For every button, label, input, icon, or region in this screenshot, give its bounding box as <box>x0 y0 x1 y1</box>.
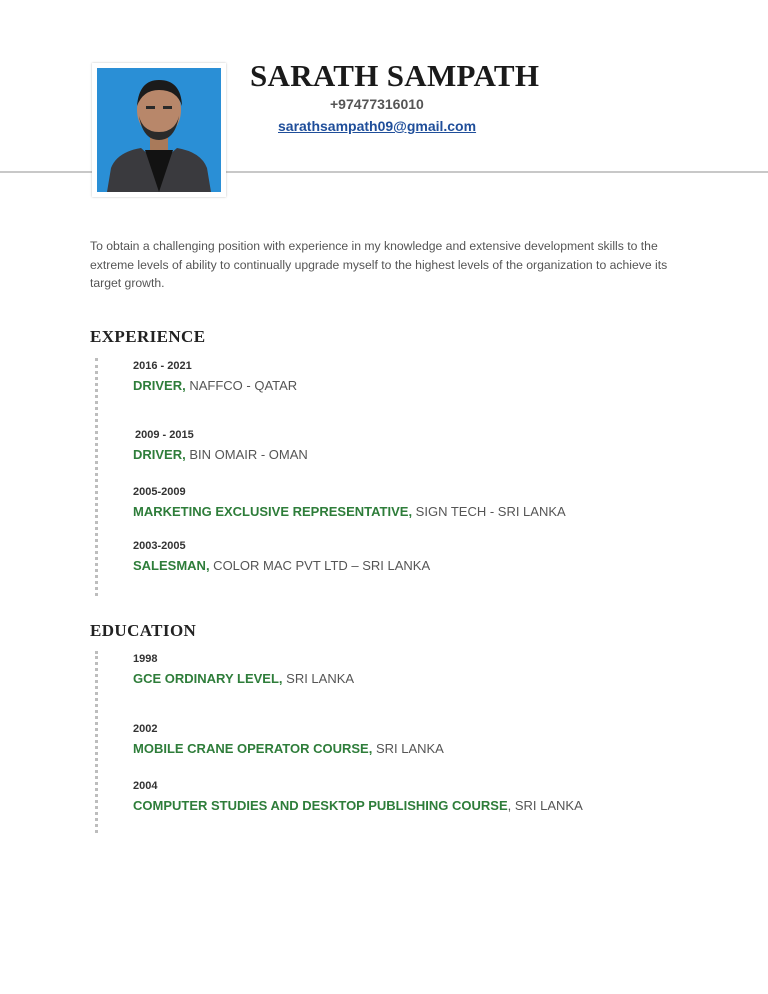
entry-line <box>133 671 354 686</box>
entry-date: 2005-2009 <box>133 486 186 498</box>
education-heading: EDUCATION <box>90 621 197 640</box>
entry-line <box>133 741 444 756</box>
entry-organization: , SRI LANKA <box>507 798 583 813</box>
profile-photo <box>92 63 226 197</box>
experience-entry <box>135 429 308 462</box>
entry-role: MOBILE CRANE OPERATOR COURSE, <box>133 741 373 756</box>
entry-organization: SRI LANKA <box>372 741 444 756</box>
entry-line <box>133 798 583 813</box>
entry-date: 2003-2005 <box>133 540 186 552</box>
objective-paragraph: To obtain a challenging position with experience in my knowledge and extensive development skills to the extreme levels of ability to continually upgrade myself to the highest levels of the organization to achieve its target growth. <box>90 239 668 290</box>
entry-organization: NAFFCO - QATAR <box>185 378 298 393</box>
entry-organization: COLOR MAC PVT LTD – SRI LANKA <box>209 558 431 573</box>
candidate-name: SARATH SAMPATH <box>250 58 540 93</box>
entry-date: 2009 - 2015 <box>135 429 194 441</box>
experience-entry <box>133 486 566 519</box>
entry-organization: SRI LANKA <box>282 671 355 686</box>
entry-date: 2004 <box>133 780 158 792</box>
education-timeline <box>95 651 98 833</box>
entry-line <box>133 504 566 519</box>
entry-role: DRIVER, <box>133 378 186 393</box>
entry-line <box>133 378 297 393</box>
entry-role: MARKETING EXCLUSIVE REPRESENTATIVE, <box>133 504 413 519</box>
entry-role: DRIVER, <box>133 447 186 462</box>
experience-heading: EXPERIENCE <box>90 327 206 346</box>
header-divider-left <box>0 171 92 173</box>
education-entry <box>133 780 583 813</box>
education-entry <box>133 653 354 686</box>
experience-timeline <box>95 358 98 596</box>
entry-role: SALESMAN, <box>133 558 210 573</box>
entry-date: 1998 <box>133 653 158 665</box>
email-link[interactable]: sarathsampath09@gmail.com <box>278 118 477 134</box>
entry-line <box>133 447 308 462</box>
entry-line <box>133 558 430 573</box>
header-divider-right <box>226 171 768 173</box>
profile-photo-portrait <box>97 68 221 192</box>
entry-organization: BIN OMAIR - OMAN <box>185 447 308 462</box>
entry-organization: SIGN TECH - SRI LANKA <box>412 504 566 519</box>
phone-number: +97477316010 <box>330 96 424 112</box>
entry-date: 2002 <box>133 723 158 735</box>
experience-entry <box>133 540 430 573</box>
education-entry <box>133 723 444 756</box>
experience-entry <box>133 360 297 393</box>
entry-date: 2016 - 2021 <box>133 360 192 372</box>
entry-role: COMPUTER STUDIES AND DESKTOP PUBLISHING COURSE <box>133 798 508 813</box>
entry-role: GCE ORDINARY LEVEL, <box>133 671 283 686</box>
